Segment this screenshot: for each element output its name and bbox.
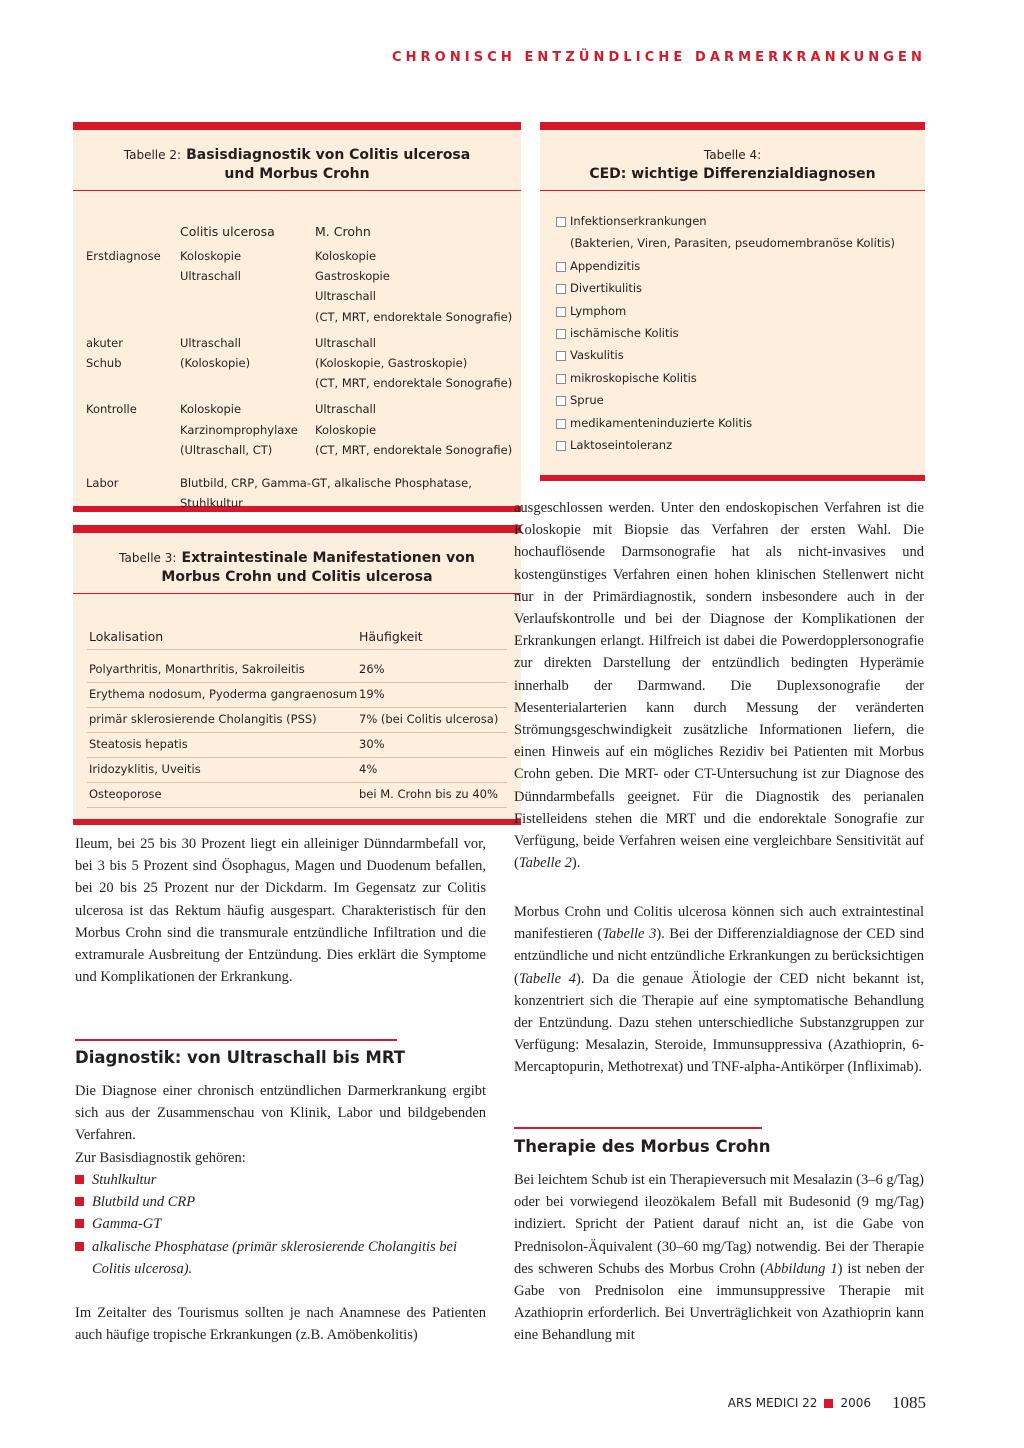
diagnostik-paragraph-1: Die Diagnose einer chronisch entzündlichen Darmerkrankung ergibt sich aus der Zusammenschau von Klinik, Labor und bildgebenden Verfahren. <box>75 1083 486 1144</box>
table-row <box>87 682 507 708</box>
therapie-paragraph: Bei leichtem Schub ist ein Therapieversuch mit Mesalazin (3–6 g/Tag) oder bei vorwiegend ileozökalem Befall mit Budesonid (9 mg/Tag) indiziert. Spricht der Patient darauf nicht an, ist die Gabe von Prednisolon-Äquivalent (30–60 mg/Tag) notwendig. Bei der Therapie des schweren Schubs des Morbus Crohn (Abbildung 1) ist neben der Gabe von Prednisolon eine immunsuppressive Therapie mit Azathioprin erforderlich. Bei Unverträglichkeit von Azathioprin kann eine Behandlung mit <box>514 1172 925 1344</box>
heading-diagnostik: Diagnostik: von Ultraschall bis MRT <box>75 1048 406 1067</box>
haeufigkeit-cell: 19% <box>359 687 385 701</box>
list-item: Vaskulitis <box>556 344 895 366</box>
table-3-title-line2: Morbus Crohn und Colitis ulcerosa <box>161 569 433 585</box>
table-2 <box>73 122 521 512</box>
list-item: Infektionserkrankungen <box>556 210 895 232</box>
table-cell: Koloskopie <box>180 249 242 263</box>
right-paragraph-2: Morbus Crohn und Colitis ulcerosa können sich auch extraintestinal manifestieren (Tabelle 3). Bei der Differenzialdiagnose der CED sind entzündliche und nicht entzündliche Erkrankungen zu berücksichtigen (Tabelle 4). Da die genaue Ätiologie der CED nicht bekannt ist, konzentriert sich die Therapie auf eine symptomatische Behandlung der Entzündung. Dazu stehen unterschiedliche Substanzgruppen zur Verfügung: Mesalazin, Steroide, Immunsuppressiva (Azathioprin, 6-Mercaptopurin, Methotrexat) und TNF-alpha-Antikörper (Infliximab). <box>514 904 924 1076</box>
table-cell: Ultraschall <box>315 335 376 350</box>
table-4-title <box>540 130 925 191</box>
table-2-title-line1: Basisdiagnostik von Colitis ulcerosa <box>186 147 471 163</box>
labor-value: Blutbild, CRP, Gamma-GT, alkalische Phosphatase, Stuhlkultur <box>180 476 472 510</box>
bullet-square-icon <box>75 1219 84 1228</box>
lokalisation-cell: Iridozyklitis, Uveitis <box>89 762 201 776</box>
journal-year: 2006 <box>840 1396 871 1410</box>
row-label: Schub <box>86 356 122 370</box>
table-cell: Ultraschall <box>180 335 241 350</box>
checkbox-icon <box>556 419 566 429</box>
table-3-title-line1: Extraintestinale Manifestationen von <box>181 550 475 566</box>
lokalisation-cell: Steatosis hepatis <box>89 737 188 751</box>
table-2-label: Tabelle 2: <box>123 148 182 162</box>
bullet-square-icon <box>75 1197 84 1206</box>
section-rule-diagnostik <box>75 1039 397 1041</box>
checkbox-icon <box>556 217 566 227</box>
table-row <box>87 657 507 683</box>
table-cell: (Ultraschall, CT) <box>180 442 273 457</box>
table-cell: (CT, MRT, endorektale Sonografie) <box>315 376 513 391</box>
table-2-title-line2: und Morbus Crohn <box>224 166 370 182</box>
table-4-label: Tabelle 4: <box>703 148 762 162</box>
col-header-mc: M. Crohn <box>315 224 371 239</box>
basisdiagnostik-list <box>75 1169 487 1280</box>
row-label: Erstdiagnose <box>86 249 161 263</box>
row-label: akuter <box>86 335 123 350</box>
table-cell: Koloskopie <box>315 249 377 263</box>
table-cell: Karzinomprophylaxe <box>180 422 298 437</box>
right-paragraph-1: ausgeschlossen werden. Unter den endoskopischen Verfahren ist die Koloskopie mit Biopsie das Verfahren der ersten Wahl. Die hochauflösende Darmsonografie hat als nicht-invasives und kostengünstiges Verfahren einen hohen klinischen Stellenwert nicht nur in der Primärdiagnostik, sondern insbesondere auch in der Verlaufskontrolle und bei der Diagnose der Komplikationen der Erkrankungen erlangt. Hilfreich ist dabei die Powerdopplersonografie zur direkten Darstellung der entzündlich bedingten Hyperämie innerhalb der Darmwand. Die Duplexsonografie der Mesenterialarterien kann durch Messung der veränderten Strömungsgeschwindigkeit zusätzliche Informationen liefern, die einen Hinweis auf ein mögliches Rezidiv bei Patienten mit Morbus Crohn geben. Die MRT- oder CT-Untersuchung ist zur Diagnose des Dünndarmbefalls geeignet. Für die Diagnostik des perianalen Fistelleidens stehen die MRT und die endorektale Sonografie zur Verfügung, beide Verfahren weisen eine vergleichbare Sensitivität auf (Tabelle 2). <box>514 500 924 872</box>
checkbox-icon <box>556 307 566 317</box>
ref-tabelle-3: Tabelle 3 <box>602 926 657 943</box>
running-header: CHRONISCH ENTZÜNDLICHE DARMERKRANKUNGEN <box>391 50 926 65</box>
table-row <box>87 757 507 783</box>
col-header-haeufigkeit: Häufigkeit <box>359 629 423 644</box>
heading-therapie: Therapie des Morbus Crohn <box>514 1137 771 1156</box>
table-row <box>87 782 507 808</box>
checkbox-icon <box>556 284 566 294</box>
list-item: ischämische Kolitis <box>556 322 895 344</box>
table-4 <box>540 122 925 481</box>
list-item: Laktoseintoleranz <box>556 434 895 456</box>
table-3-title <box>73 533 521 594</box>
haeufigkeit-cell: bei M. Crohn bis zu 40% <box>359 787 498 801</box>
differential-list <box>556 210 895 456</box>
table-cell: Koloskopie <box>315 422 377 437</box>
bullet-square-icon <box>75 1175 84 1184</box>
left-paragraph-1: Ileum, bei 25 bis 30 Prozent liegt ein alleiniger Dünndarmbefall vor, bei 3 bis 5 Prozent sind Ösophagus, Magen und Duodenum befallen, bei 20 bis 25 Prozent nur der Dickdarm. Im Gegensatz zur Colitis ulcerosa ist das Rektum häufig ausgespart. Charakteristisch für den Morbus Crohn sind die transmurale entzündliche Infiltration und die extramurale Ausbreitung der Entzündung. Dies erklärt die Symptome und Komplikationen der Erkrankung. <box>75 836 486 986</box>
row-label: Kontrolle <box>86 402 137 417</box>
table-cell: (CT, MRT, endorektale Sonografie) <box>315 309 513 324</box>
list-item: Lymphom <box>556 300 895 322</box>
list-item-continuation: (Bakterien, Viren, Parasiten, pseudomembranöse Kolitis) <box>570 236 896 251</box>
list-item: Blutbild und CRP <box>75 1191 487 1213</box>
table-3 <box>73 525 521 825</box>
page-number: 1085 <box>892 1393 926 1412</box>
list-item: Sprue <box>556 389 895 411</box>
lokalisation-cell: primär sklerosierende Cholangitis (PSS) <box>89 712 317 726</box>
table-3-header-row <box>87 624 507 650</box>
haeufigkeit-cell: 26% <box>359 662 385 676</box>
ref-tabelle-2: Tabelle 2 <box>518 855 572 872</box>
list-item: alkalische Phosphatase (primär sklerosierende Cholangitis bei Colitis ulcerosa). <box>75 1236 487 1280</box>
checkbox-icon <box>556 441 566 451</box>
section-rule-therapie <box>514 1127 762 1129</box>
table-3-label: Tabelle 3: <box>119 551 177 565</box>
list-item: Gamma-GT <box>75 1213 487 1235</box>
ref-abbildung-1: Abbildung 1 <box>765 1260 838 1277</box>
col-header-cu: Colitis ulcerosa <box>180 224 275 239</box>
list-item: Divertikulitis <box>556 277 895 299</box>
lokalisation-cell: Osteoporose <box>89 787 162 801</box>
table-4-title-text: CED: wichtige Differenzialdiagnosen <box>589 166 876 182</box>
diagnostik-paragraph-3: Im Zeitalter des Tourismus sollten je nach Anamnese des Patienten auch häufige tropische Erkrankungen (z.B. Amöbenkolitis) <box>75 1305 486 1344</box>
table-cell: Koloskopie <box>180 402 242 417</box>
haeufigkeit-cell: 4% <box>359 762 378 776</box>
table-cell: (Koloskopie, Gastroskopie) <box>315 356 468 370</box>
table-row <box>87 732 507 758</box>
checkbox-icon <box>556 396 566 406</box>
table-cell: Ultraschall <box>315 289 376 304</box>
page-footer <box>728 1393 926 1413</box>
table-cell: Ultraschall <box>180 269 241 284</box>
checkbox-icon <box>556 262 566 272</box>
lokalisation-cell: Erythema nodosum, Pyoderma gangraenosum <box>89 687 358 701</box>
journal-name: ARS MEDICI 22 <box>727 1396 818 1410</box>
checkbox-icon <box>556 351 566 361</box>
list-item: medikamenteninduzierte Kolitis <box>556 412 895 434</box>
list-item: mikroskopische Kolitis <box>556 367 895 389</box>
table-cell: (CT, MRT, endorektale Sonografie) <box>315 442 513 457</box>
table-2-title <box>73 130 521 191</box>
checkbox-icon <box>556 374 566 384</box>
bullet-square-icon <box>75 1242 84 1251</box>
table-row <box>87 707 507 733</box>
haeufigkeit-cell: 30% <box>359 737 385 751</box>
col-header-lokalisation: Lokalisation <box>89 629 164 644</box>
footer-square-icon <box>824 1399 833 1408</box>
list-item: Appendizitis <box>556 255 895 277</box>
table-cell: Gastroskopie <box>315 269 390 284</box>
labor-label: Labor <box>86 476 119 490</box>
table-cell: Ultraschall <box>315 402 376 417</box>
diagnostik-paragraph-2: Zur Basisdiagnostik gehören: <box>75 1150 246 1166</box>
haeufigkeit-cell: 7% (bei Colitis ulcerosa) <box>359 712 499 726</box>
lokalisation-cell: Polyarthritis, Monarthritis, Sakroileitis <box>89 662 305 676</box>
checkbox-icon <box>556 329 566 339</box>
table-cell: (Koloskopie) <box>180 356 251 370</box>
ref-tabelle-4: Tabelle 4 <box>518 970 576 987</box>
list-item: Stuhlkultur <box>75 1169 487 1191</box>
